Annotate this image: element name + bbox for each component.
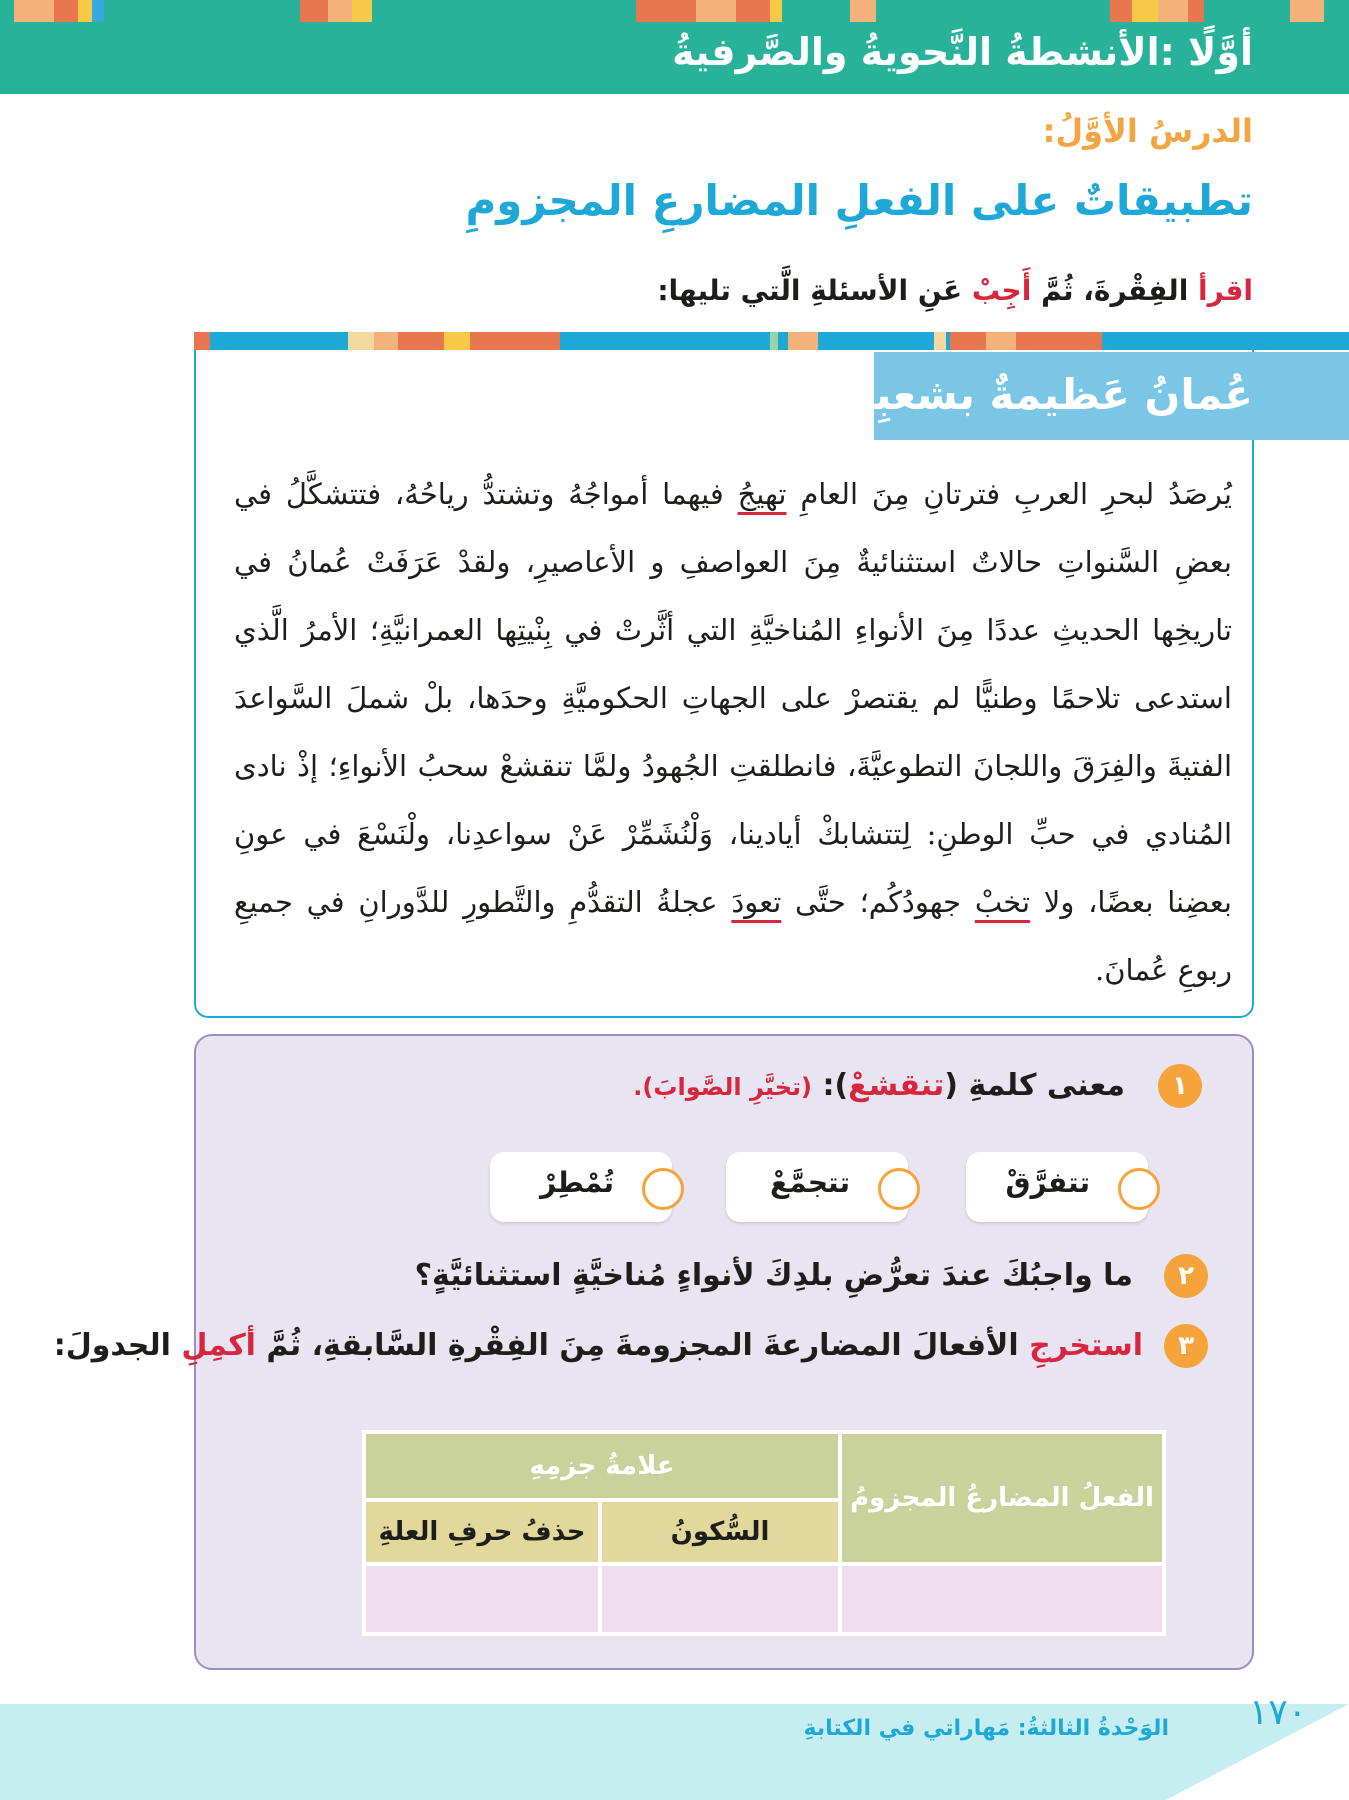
underlined-verb: تهيجُ bbox=[737, 477, 787, 511]
header-verb: الفعلُ المضارعُ المجزومُ bbox=[838, 1430, 1166, 1566]
option-card[interactable] bbox=[490, 1152, 672, 1222]
lesson-label: الدرسُ الأوَّلُ: bbox=[1042, 112, 1253, 150]
answer-cell-verb[interactable] bbox=[838, 1562, 1166, 1636]
radio-circle[interactable] bbox=[642, 1168, 684, 1210]
passage-paragraph bbox=[234, 460, 1232, 1004]
passage-segment: يُرصَدُ لبحرِ العربِ فترتانِ مِنَ العامِ bbox=[786, 477, 1232, 511]
answer-cell-deletion[interactable] bbox=[362, 1562, 602, 1636]
instruction-text-end: عَنِ الأسئلةِ الَّتي تليها: bbox=[657, 274, 972, 307]
instruction-text: الفِقْرةَ، ثُمَّ bbox=[1031, 274, 1199, 307]
passage-segment: عجلةُ التقدُّمِ والتَّطورِ للدَّورانِ في جميعِ ربوعِ عُمانَ. bbox=[234, 885, 1232, 987]
question-number-badge: ٢ bbox=[1164, 1254, 1208, 1298]
option-label: تُمْطِرْ bbox=[540, 1166, 614, 1199]
question-3-verb-complete: أكمِلِ bbox=[181, 1328, 256, 1363]
option-label: تتجمَّعْ bbox=[769, 1166, 850, 1199]
header-sign: علامةُ جزمِهِ bbox=[362, 1430, 842, 1502]
radio-circle[interactable] bbox=[1118, 1168, 1160, 1210]
question-1-word: تنقشعْ bbox=[848, 1068, 945, 1103]
question-1-hint: (تخيَّرِ الصَّوابَ). bbox=[633, 1073, 812, 1101]
subheader-sukun: السُّكونُ bbox=[598, 1498, 842, 1566]
option-label: تتفرَّقْ bbox=[1005, 1166, 1090, 1199]
passage-title: عُمانُ عَظيمةٌ بشعبِها bbox=[832, 370, 1253, 419]
section-title: أوَّلًا :الأنشطةُ النَّحويةُ والصَّرفيةُ bbox=[672, 30, 1253, 74]
question-1-suffix: ): bbox=[822, 1068, 849, 1103]
page-number: ١٧٠ bbox=[1248, 1692, 1307, 1733]
passage-segment: فيهما أمواجُهُ وتشتدُّ رياحُهُ، فتتشكَّلُ في بعضِ السَّنواتِ حالاتٌ استثنائيةٌ مِنَ العواصفِ و الأعاصيرِ، ولقدْ عَرَفَتْ عُمانُ في تاريخِها الحديثِ عددًا مِنَ الأنواءِ المُناخيَّةِ التي أثَّرتْ في بِنْيتِها العمرانيَّةِ؛ الأمرُ الَّذي استدعى تلاحمًا وطنيًّا لم يقتصرْ على الجهاتِ الحكوميَّةِ وحدَها، بلْ شملَ السَّواعدَ الفتيةَ والفِرَقَ واللجانَ التطوعيَّةَ، فانطلقتِ الجُهودُ ولمَّا تنقشعْ سحبُ الأنواءِ؛ إذْ نادى المُنادي في حبِّ الوطنِ: لِتتشابكْ أيادينا، وَلْنُشَمِّرْ عَنْ سواعدِنا، ولْنَسْعَ في عونِ بعضِنا بعضًا، ولا bbox=[234, 477, 1232, 919]
question-1-prefix: معنى كلمةِ ( bbox=[944, 1068, 1125, 1103]
reading-instruction bbox=[657, 274, 1253, 307]
question-3-text-end: الجدولَ: bbox=[53, 1328, 182, 1363]
lesson-title: تطبيقاتٌ على الفعلِ المضارعِ المجزومِ bbox=[465, 176, 1253, 225]
instruction-verb-answer: أَجِبْ bbox=[971, 274, 1032, 307]
question-number-badge: ١ bbox=[1158, 1064, 1202, 1108]
question-2-text: ما واجبُكَ عندَ تعرُّضِ بلدِكَ لأنواءٍ مُناخيَّةٍ استثنائيَّةٍ؟ bbox=[414, 1258, 1133, 1293]
question-1-text bbox=[633, 1068, 1125, 1103]
instruction-verb-read: اقرأ bbox=[1198, 274, 1253, 307]
passage-decorative-stripes bbox=[194, 332, 1349, 350]
answer-cell-sukun[interactable] bbox=[598, 1562, 842, 1636]
radio-circle[interactable] bbox=[878, 1168, 920, 1210]
answer-table bbox=[362, 1430, 1166, 1636]
subheader-deletion: حذفُ حرفِ العلةِ bbox=[362, 1498, 602, 1566]
unit-footer-text: الوَحْدةُ الثالثةُ: مَهاراتي في الكتابةِ bbox=[803, 1716, 1169, 1741]
passage-segment: جهودُكُم؛ حتَّى bbox=[781, 885, 975, 919]
underlined-verb: تعودَ bbox=[731, 885, 782, 919]
question-number-badge: ٣ bbox=[1164, 1324, 1208, 1368]
question-3-verb-extract: استخرجِ bbox=[1029, 1328, 1143, 1363]
question-3-text bbox=[54, 1328, 1143, 1363]
option-card[interactable] bbox=[966, 1152, 1148, 1222]
underlined-verb: تخبْ bbox=[974, 885, 1031, 919]
question-3-text-middle: الأفعالَ المضارعةَ المجزومةَ مِنَ الفِقْرةِ السَّابقةِ، ثُمَّ bbox=[255, 1328, 1030, 1363]
option-card[interactable] bbox=[726, 1152, 908, 1222]
top-decorative-stripes bbox=[0, 0, 1349, 22]
